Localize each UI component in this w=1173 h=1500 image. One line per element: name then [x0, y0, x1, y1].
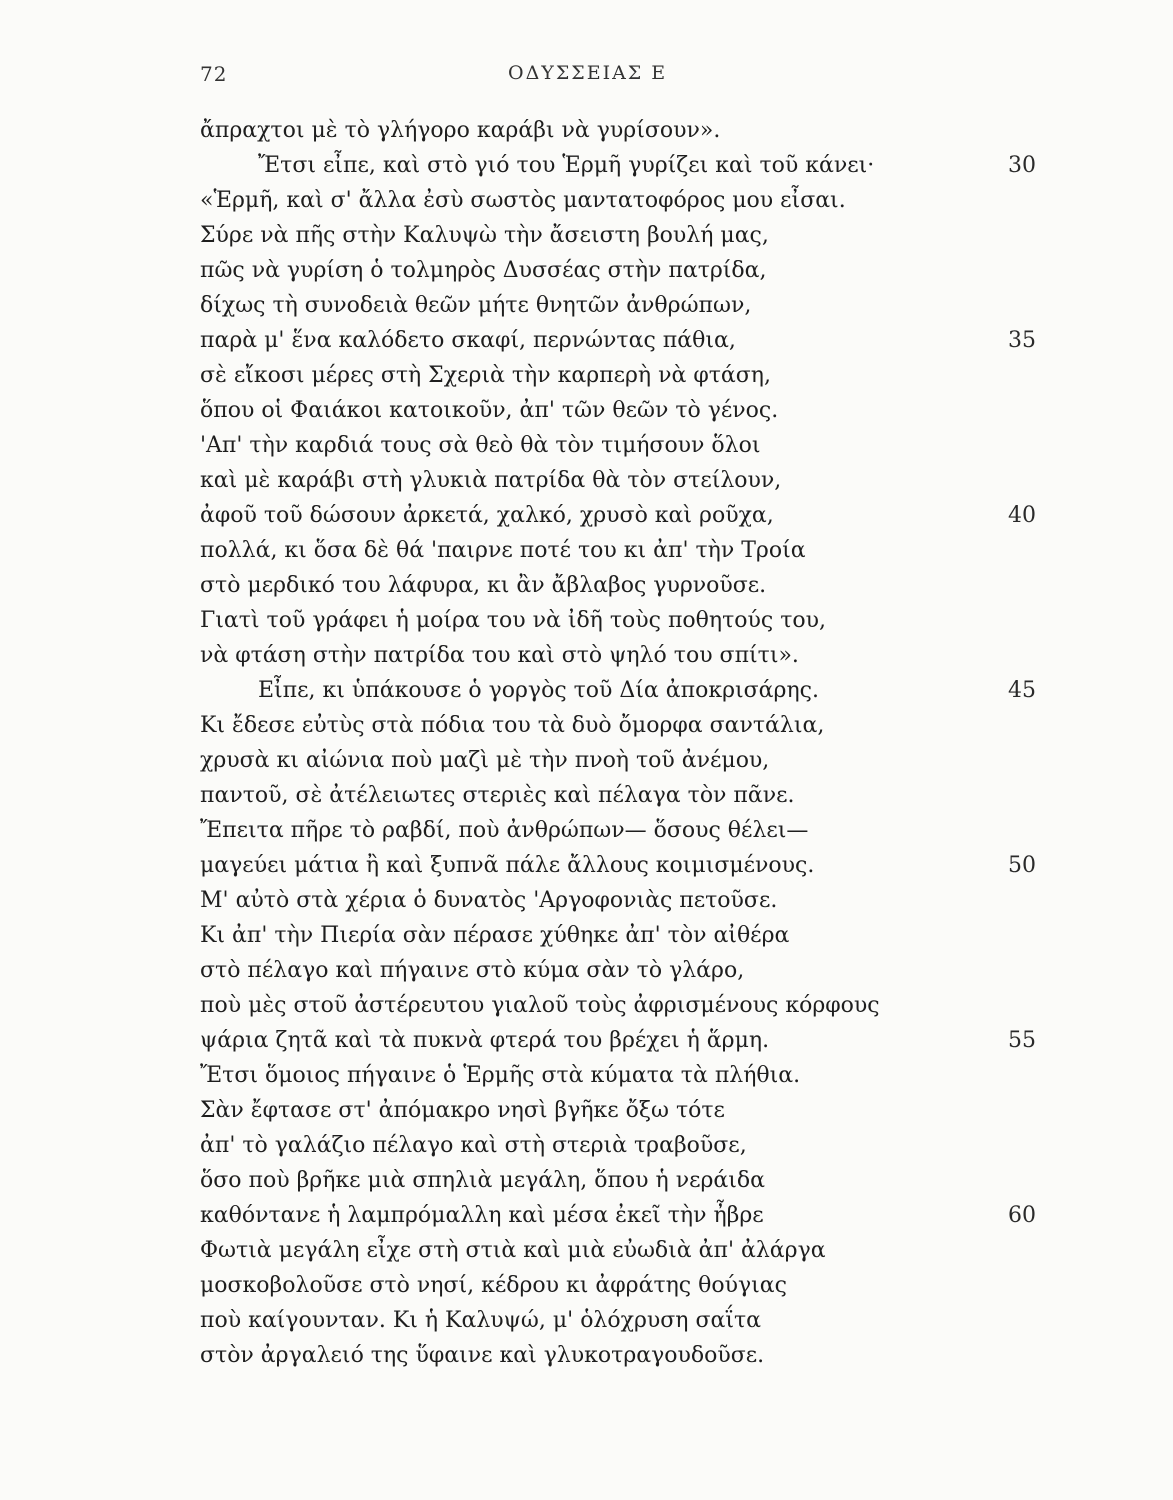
verse-text: μοσκοβολοῦσε στὸ νησί, κέδρου κι ἀφράτης θούγιας — [200, 1273, 787, 1298]
running-head — [200, 62, 1040, 92]
verse-line — [200, 813, 1040, 848]
verse-line — [200, 743, 1040, 778]
verse-text: χρυσὰ κι αἰώνια ποὺ μαζὶ μὲ τὴν πνοὴ τοῦ ἀνέμου, — [200, 748, 770, 773]
verse-text: παρὰ μ' ἕνα καλόδετο σκαφί, περνώντας πάθια, — [200, 328, 736, 353]
verse-text: Κι ἔδεσε εὐτὺς στὰ πόδια του τὰ δυὸ ὄμορφα σαντάλια, — [200, 713, 825, 738]
verse-line — [200, 1093, 1040, 1128]
verse-line — [200, 1023, 1040, 1058]
verse-line — [200, 848, 1040, 883]
verse-text: ποὺ μὲς στοῦ ἀστέρευτου γιαλοῦ τοὺς ἀφρισμένους κόρφους — [200, 993, 880, 1018]
verse-text: Κι ἀπ' τὴν Πιερία σὰν πέρασε χύθηκε ἀπ' τὸν αἰθέρα — [200, 923, 790, 948]
verse-text: Φωτιὰ μεγάλη εἶχε στὴ στιὰ καὶ μιὰ εὐωδιὰ ἀπ' ἀλάργα — [200, 1238, 826, 1263]
verse-text: «Ἑρμῆ, καὶ σ' ἄλλα ἐσὺ σωστὸς μαντατοφόρος μου εἶσαι. — [200, 188, 846, 213]
verse-text: ἄπραχτοι μὲ τὸ γλήγορο καράβι νὰ γυρίσουν». — [200, 118, 721, 143]
verse-list — [200, 113, 1040, 1373]
verse-line — [200, 148, 1040, 183]
verse-line — [200, 883, 1040, 918]
verse-line — [200, 638, 1040, 673]
verse-line — [200, 673, 1040, 708]
line-number: 60 — [1008, 1203, 1036, 1228]
verse-text: καθόντανε ἡ λαμπρόμαλλη καὶ μέσα ἐκεῖ τὴν ἦβρε — [200, 1203, 764, 1228]
verse-text: Γιατὶ τοῦ γράφει ἡ μοίρα του νὰ ἰδῆ τοὺς ποθητούς του, — [200, 608, 826, 633]
verse-text: Σύρε νὰ πῆς στὴν Καλυψὼ τὴν ἄσειστη βουλή μας, — [200, 223, 769, 248]
verse-text: Ἔτσι εἶπε, καὶ στὸ γιό του Ἑρμῆ γυρίζει καὶ τοῦ κάνει· — [258, 153, 875, 178]
verse-line — [200, 218, 1040, 253]
verse-line — [200, 113, 1040, 148]
verse-text: πῶς νὰ γυρίση ὁ τολμηρὸς Δυσσέας στὴν πατρίδα, — [200, 258, 767, 283]
verse-text: Μ' αὐτὸ στὰ χέρια ὁ δυνατὸς 'Αργοφονιὰς πετοῦσε. — [200, 888, 778, 913]
verse-line — [200, 288, 1040, 323]
verse-line — [200, 708, 1040, 743]
verse-line — [200, 568, 1040, 603]
line-number: 35 — [1008, 328, 1036, 353]
verse-line — [200, 533, 1040, 568]
verse-line — [200, 778, 1040, 813]
verse-line — [200, 183, 1040, 218]
verse-text: δίχως τὴ συνοδειὰ θεῶν μήτε θνητῶν ἀνθρώπων, — [200, 293, 752, 318]
verse-text: ἀφοῦ τοῦ δώσουν ἀρκετά, χαλκό, χρυσὸ καὶ ροῦχα, — [200, 503, 774, 528]
verse-text: καὶ μὲ καράβι στὴ γλυκιὰ πατρίδα θὰ τὸν στείλουν, — [200, 468, 782, 493]
verse-text: μαγεύει μάτια ἢ καὶ ξυπνᾶ πάλε ἄλλους κοιμισμένους. — [200, 853, 815, 878]
verse-line — [200, 498, 1040, 533]
verse-line — [200, 1268, 1040, 1303]
line-number: 40 — [1008, 503, 1036, 528]
verse-text: πολλά, κι ὅσα δὲ θά 'παιρνε ποτέ του κι ἀπ' τὴν Τροία — [200, 538, 806, 563]
verse-text: ὅσο ποὺ βρῆκε μιὰ σπηλιὰ μεγάλη, ὅπου ἡ νεράιδα — [200, 1168, 765, 1193]
verse-line — [200, 1128, 1040, 1163]
line-number: 45 — [1008, 678, 1036, 703]
line-number: 50 — [1008, 853, 1036, 878]
verse-text: ὅπου οἱ Φαιάκοι κατοικοῦν, ἀπ' τῶν θεῶν τὸ γένος. — [200, 398, 779, 423]
verse-line — [200, 1058, 1040, 1093]
verse-line — [200, 1303, 1040, 1338]
verse-text: Εἶπε, κι ὑπάκουσε ὁ γοργὸς τοῦ Δία ἀποκρισάρης. — [258, 678, 819, 703]
verse-line — [200, 463, 1040, 498]
verse-line — [200, 1338, 1040, 1373]
verse-text: ποὺ καίγουνταν. Κι ἡ Καλυψώ, μ' ὁλόχρυση σαΐτα — [200, 1308, 761, 1333]
verse-line — [200, 918, 1040, 953]
line-number: 55 — [1008, 1028, 1036, 1053]
verse-line — [200, 1198, 1040, 1233]
verse-line — [200, 988, 1040, 1023]
verse-text: ψάρια ζητᾶ καὶ τὰ πυκνὰ φτερά του βρέχει ἡ ἅρμη. — [200, 1028, 770, 1053]
verse-text: Ἔτσι ὅμοιος πήγαινε ὁ Ἑρμῆς στὰ κύματα τὰ πλήθια. — [200, 1063, 801, 1088]
verse-line — [200, 253, 1040, 288]
verse-text: Ἔπειτα πῆρε τὸ ραβδί, ποὺ ἀνθρώπων— ὅσους θέλει— — [200, 818, 809, 843]
verse-text: σὲ εἴκοσι μέρες στὴ Σχεριὰ τὴν καρπερὴ νὰ φτάση, — [200, 363, 771, 388]
verse-text: νὰ φτάση στὴν πατρίδα του καὶ στὸ ψηλό του σπίτι». — [200, 643, 799, 668]
verse-line — [200, 393, 1040, 428]
verse-line — [200, 953, 1040, 988]
verse-line — [200, 1163, 1040, 1198]
line-number: 30 — [1008, 153, 1036, 178]
verse-line — [200, 323, 1040, 358]
verse-line — [200, 428, 1040, 463]
verse-text: στὸ μερδικό του λάφυρα, κι ἂν ἄβλαβος γυρνοῦσε. — [200, 573, 767, 598]
verse-line — [200, 603, 1040, 638]
verse-text: στὸ πέλαγο καὶ πήγαινε στὸ κύμα σὰν τὸ γλάρο, — [200, 958, 745, 983]
page-number: 72 — [200, 62, 228, 86]
verse-line — [200, 1233, 1040, 1268]
book-title: ΟΔΥΣΣΕΙΑΣ Ε — [508, 62, 668, 84]
verse-line — [200, 358, 1040, 393]
verse-text: ἀπ' τὸ γαλάζιο πέλαγο καὶ στὴ στεριὰ τραβοῦσε, — [200, 1133, 747, 1158]
verse-text: Σὰν ἔφτασε στ' ἀπόμακρο νησὶ βγῆκε ὄξω τότε — [200, 1098, 725, 1123]
verse-text: 'Απ' τὴν καρδιά τους σὰ θεὸ θὰ τὸν τιμήσουν ὅλοι — [200, 433, 761, 458]
verse-text: παντοῦ, σὲ ἀτέλειωτες στεριὲς καὶ πέλαγα τὸν πᾶνε. — [200, 783, 795, 808]
verse-text: στὸν ἀργαλειό της ὕφαινε καὶ γλυκοτραγουδοῦσε. — [200, 1343, 765, 1368]
